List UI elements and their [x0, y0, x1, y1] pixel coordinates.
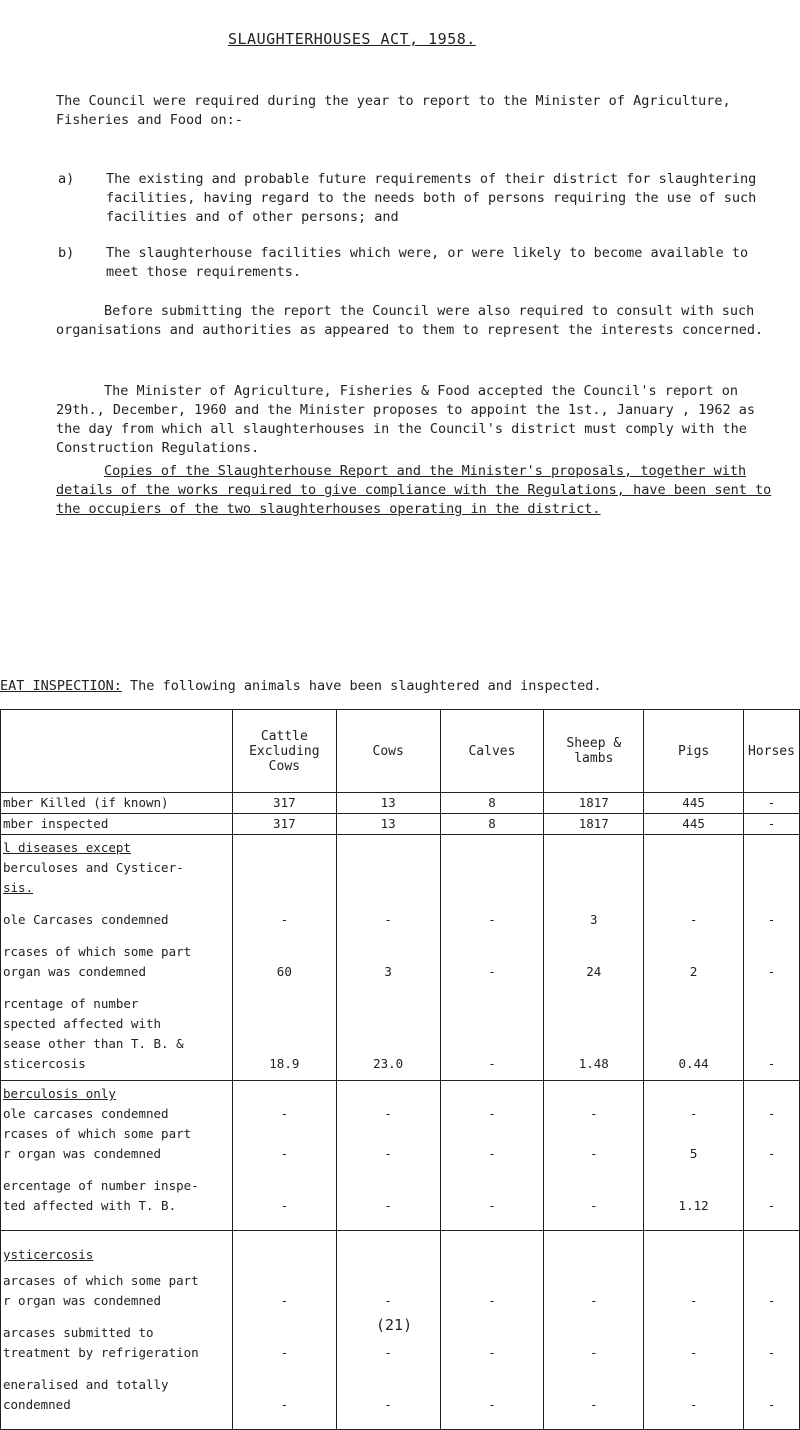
- table-cell: - 2 0.44: [644, 835, 744, 1081]
- header-horses: Horses: [743, 710, 799, 793]
- table-row-inspected: [1, 814, 800, 835]
- table-cell: - 3 23.0: [336, 835, 440, 1081]
- table-cell: - - -: [440, 1231, 544, 1430]
- table-cell: - - -: [544, 1081, 644, 1231]
- meat-inspection-text: The following animals have been slaughtered and inspected.: [121, 678, 602, 694]
- meat-inspection-label: EAT INSPECTION:: [0, 678, 122, 694]
- table-cell: 317: [232, 814, 336, 835]
- table-cell: 3 24 1.48: [544, 835, 644, 1081]
- table-cell: -: [743, 793, 799, 814]
- page-number: (21): [376, 1316, 413, 1334]
- table-cell: - - -: [644, 1231, 744, 1430]
- table-cell: - - -: [440, 1081, 544, 1231]
- row-label-inspected: mber inspected: [1, 814, 233, 835]
- meat-inspection-line: [0, 678, 601, 694]
- row-label-tuberculosis: berculosis only ole carcases condemned rcases of which some part r organ was condemned ercentage of number inspe- ted affected with T. B.: [1, 1081, 233, 1231]
- table-cell: - - -: [440, 835, 544, 1081]
- item-b-text: The slaughterhouse facilities which were, or were likely to become available to meet those requirements.: [106, 245, 749, 280]
- table-cell: - - -: [336, 1081, 440, 1231]
- table-cell: - - -: [232, 1231, 336, 1430]
- table-row-all-diseases: [1, 835, 800, 1081]
- header-calves: Calves: [440, 710, 544, 793]
- header-cows: Cows: [336, 710, 440, 793]
- table-cell: 13: [336, 814, 440, 835]
- header-pigs: Pigs: [644, 710, 744, 793]
- table-cell: 1817: [544, 793, 644, 814]
- header-cattle: Cattle Excluding Cows: [232, 710, 336, 793]
- item-a-text: The existing and probable future requirements of their district for slaughtering facilities, having regard to the needs both of persons requiring the use of such facilities and of other persons; and: [106, 171, 757, 225]
- table-cell: - - -: [743, 1081, 799, 1231]
- table-cell: 8: [440, 814, 544, 835]
- table-cell: 13: [336, 793, 440, 814]
- table-row-tuberculosis: [1, 1081, 800, 1231]
- table-cell: - - -: [743, 835, 799, 1081]
- table-cell: - - -: [336, 1231, 440, 1430]
- header-blank: [1, 710, 233, 793]
- row-label-killed: mber Killed (if known): [1, 793, 233, 814]
- table-cell: - 5 1.12: [644, 1081, 744, 1231]
- row-label-cysticercosis: ysticercosis arcases of which some part r organ was condemned arcases submitted to treatment by refrigeration eneralised and totally condemned: [1, 1231, 233, 1430]
- table-cell: 8: [440, 793, 544, 814]
- table-cell: -: [743, 814, 799, 835]
- table-cell: - - -: [544, 1231, 644, 1430]
- table-cell: - - -: [743, 1231, 799, 1430]
- intro-paragraph: The Council were required during the year to report to the Minister of Agriculture, Fisheries and Food on:-: [56, 93, 731, 128]
- table-row-killed: [1, 793, 800, 814]
- table-cell: 1817: [544, 814, 644, 835]
- consult-paragraph: Before submitting the report the Council were also required to consult with such organisations and authorities as appeared to them to represent the interests concerned.: [56, 303, 764, 338]
- row-label-all-diseases: l diseases except berculoses and Cysticer- sis. ole Carcases condemned rcases of which some part organ was condemned rcentage of number spected affected with sease other than T. B. & sticercosis: [1, 835, 233, 1081]
- table-cell: 317: [232, 793, 336, 814]
- table-cell: 445: [644, 814, 744, 835]
- item-a-label: a): [58, 171, 75, 187]
- table-cell: - 60 18.9: [232, 835, 336, 1081]
- table-cell: 445: [644, 793, 744, 814]
- table-header-row: [1, 710, 800, 793]
- minister-paragraph: The Minister of Agriculture, Fisheries & Food accepted the Council's report on 29th., December, 1960 and the Minister proposes to appoint the 1st., January , 1962 as the day from which all slaughterhouses in the Council's district must comply with the Construction Regulations.: [56, 383, 755, 456]
- page-heading: SLAUGHTERHOUSES ACT, 1958.: [228, 30, 476, 48]
- item-b-label: b): [58, 245, 75, 261]
- table-cell: - - -: [232, 1081, 336, 1231]
- header-sheep: Sheep & lambs: [544, 710, 644, 793]
- copies-paragraph: Copies of the Slaughterhouse Report and the Minister's proposals, together with details of the works required to give compliance with the Regulations, have been sent to the occupiers of the two slaughterhouses operating in the district.: [56, 463, 772, 517]
